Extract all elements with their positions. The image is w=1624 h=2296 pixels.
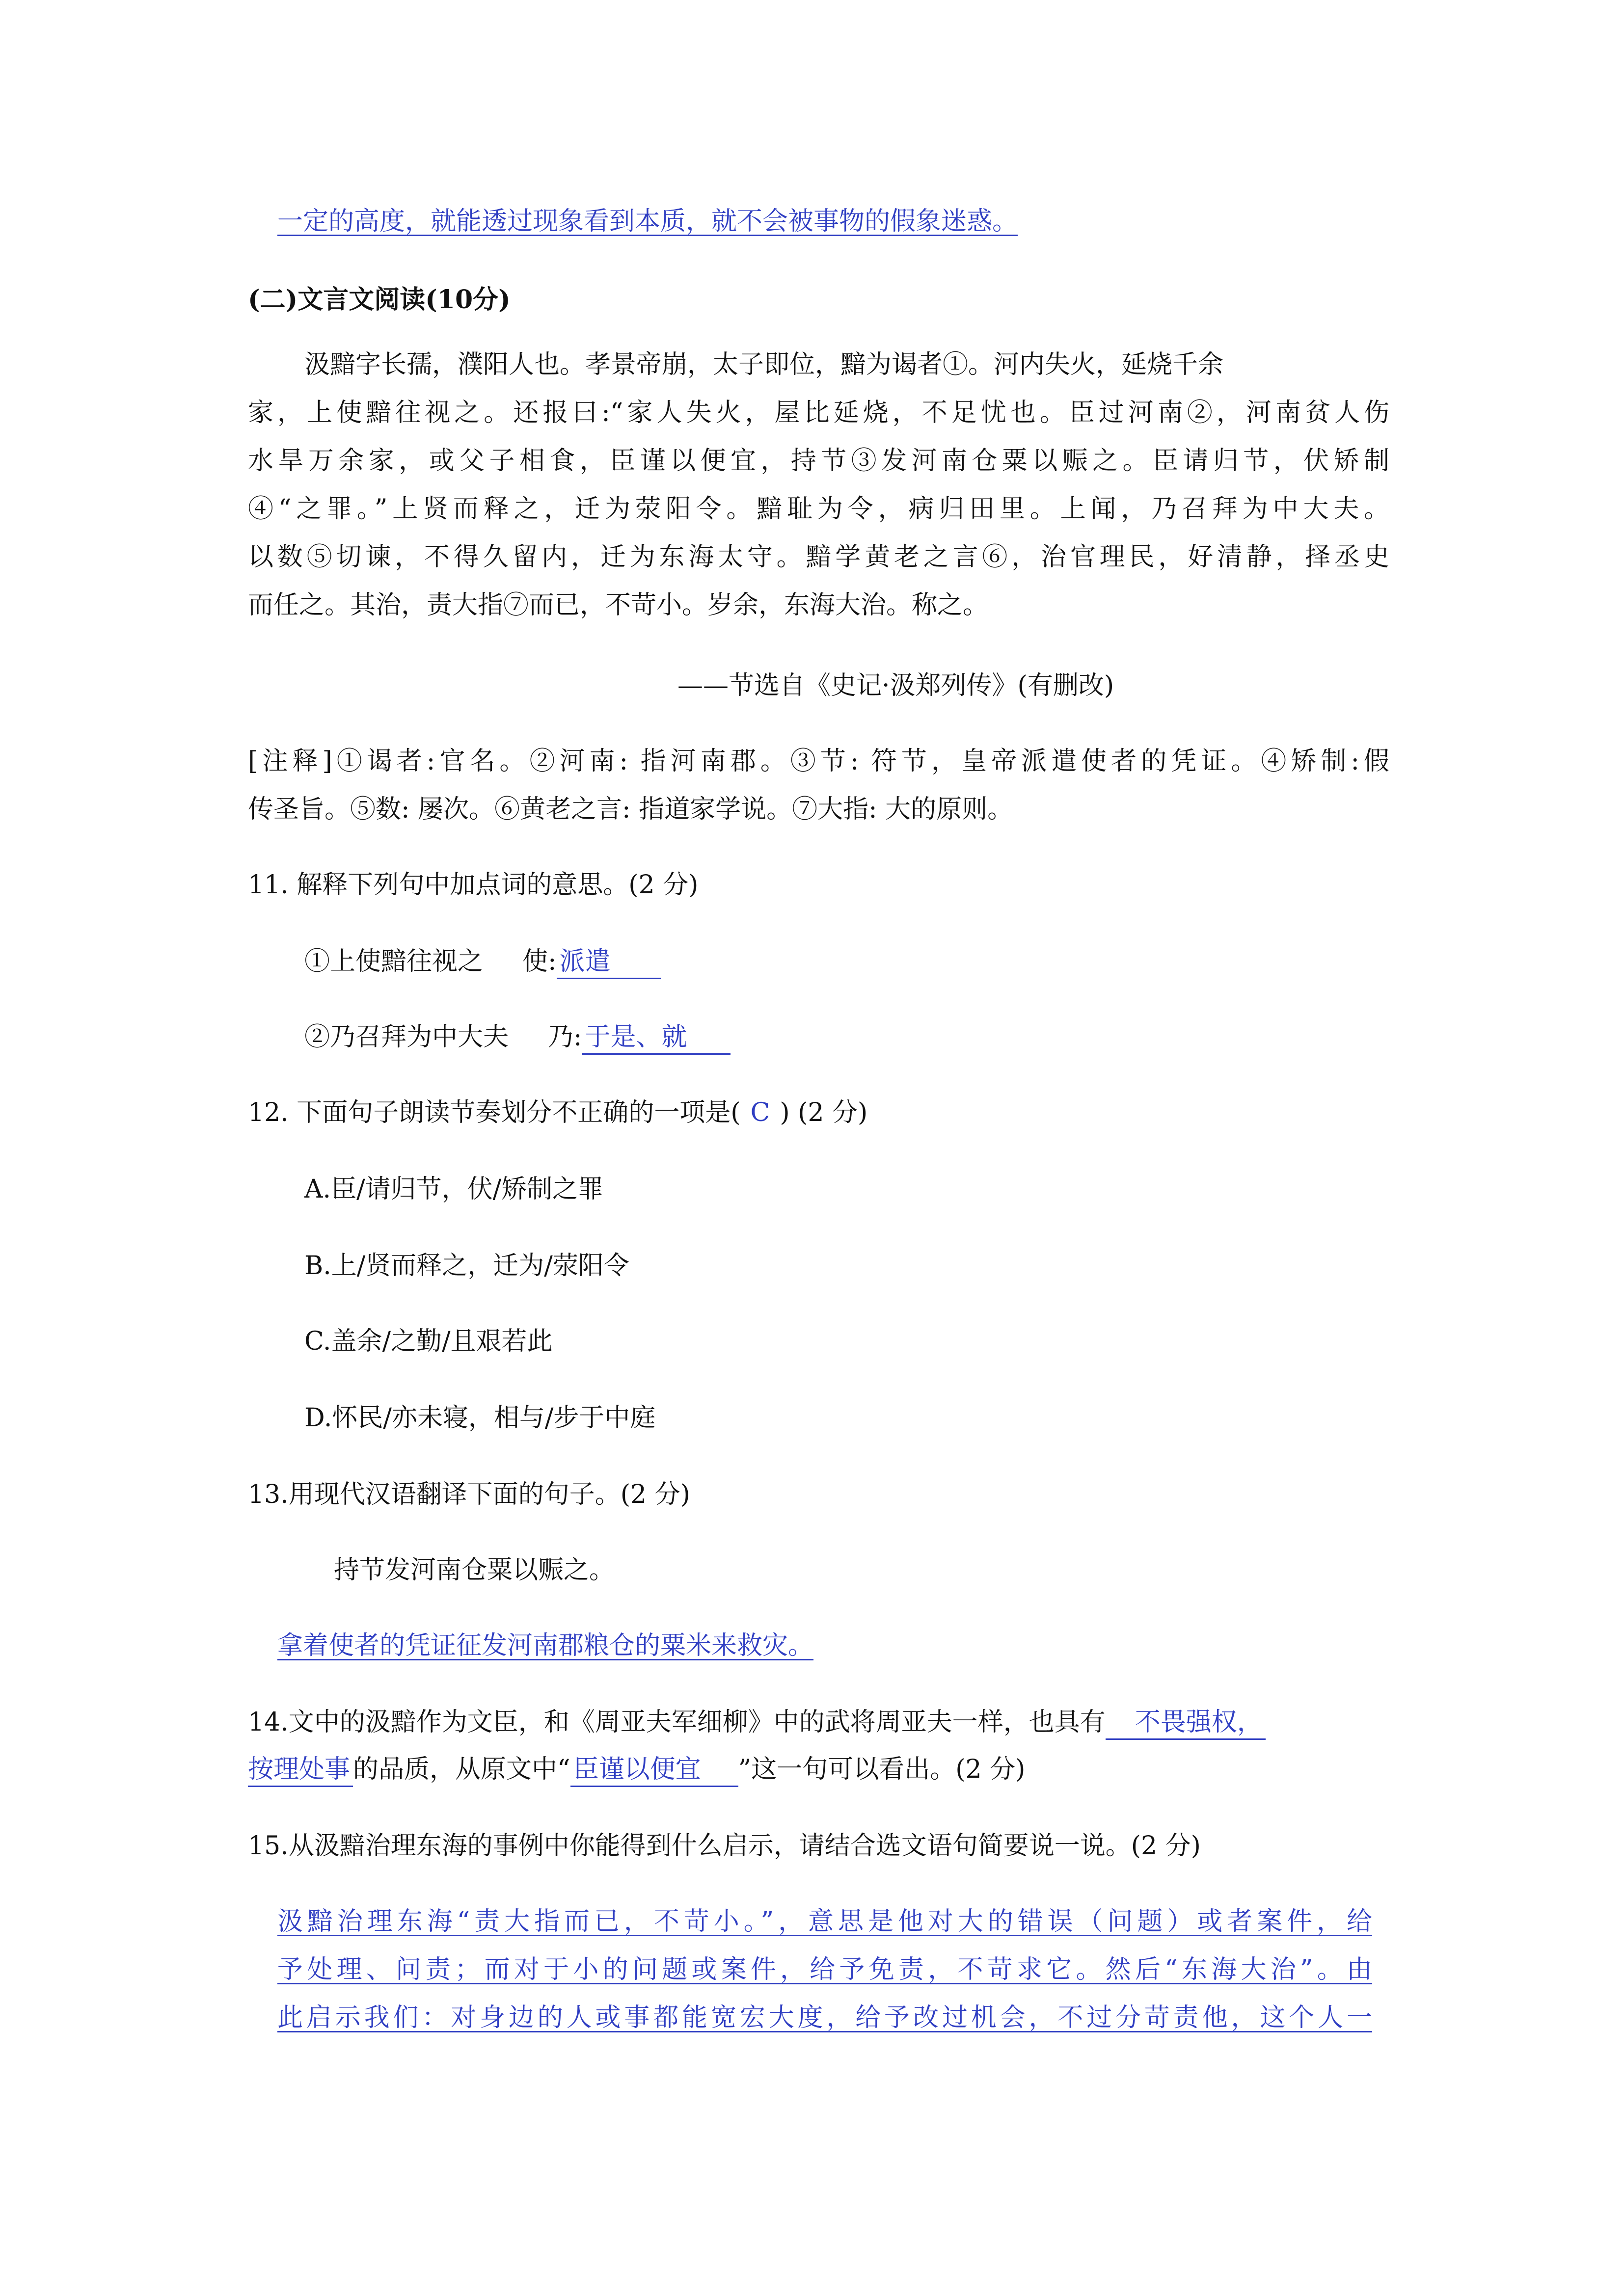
section-title: (二)文言文阅读(10分) <box>248 285 511 315</box>
q15-stem: 15.从汲黯治理东海的事例中你能得到什么启示，请结合选文语句简要说一说。(2 分) <box>248 1831 1201 1861</box>
passage-line: 水旱万余家，或父子相食，臣谨以便宜，持节③发河南仓粟以赈之。臣请归节，伏矫制 <box>248 446 1389 476</box>
q14-text-middle: 的品质，从原文中“ <box>353 1755 570 1784</box>
q15-answer-line: 汲黯治理东海“责大指而已，不苛小。”，意思是他对大的错误（问题）或者案件，给 <box>277 1907 1372 1936</box>
q13-stem: 13.用现代汉语翻译下面的句子。(2 分) <box>248 1480 690 1509</box>
q14-text-after: ”这一句可以看出。(2 分) <box>738 1755 1026 1784</box>
passage-line: 以数⑤切谏，不得久留内，迁为东海太守。黯学黄老之言⑥，治官理民，好清静，择丞史 <box>248 542 1389 572</box>
q12-stem-text: 12. 下面句子朗读节奏划分不正确的一项是( <box>248 1098 741 1127</box>
q14-answer-1-cont: 按理处事 <box>248 1756 353 1787</box>
q15-answer-line: 予处理、问责；而对于小的问题或案件，给予免责，不苛求它。然后“东海大治”。由 <box>277 1955 1372 1984</box>
passage-source: ——节选自《史记·汲郑列传》(有删改) <box>677 671 1114 700</box>
q11-item-2 <box>304 1022 731 1055</box>
q13-answer: 拿着使者的凭证征发河南郡粮仓的粟米来救灾。 <box>277 1631 814 1660</box>
q11-stem: 11. 解释下列句中加点词的意思。(2 分) <box>248 870 699 900</box>
q12-stem <box>248 1097 867 1128</box>
q15-answer-line: 此启示我们：对身边的人或事都能宽宏大度，给予改过机会，不过分苛责他，这个人一 <box>277 2003 1372 2032</box>
q11-item-1-answer: 派遣 <box>557 948 661 979</box>
q12-stem-points: ) (2 分) <box>780 1098 868 1127</box>
q11-item-1-word: 使: <box>522 947 557 976</box>
q11-item-2-text: ②乃召拜为中大夫 <box>304 1022 509 1052</box>
q11-item-1-text: ①上使黯往视之 <box>304 947 484 976</box>
q14-line-2 <box>248 1754 1025 1787</box>
q14-text: 14.文中的汲黯作为文臣，和《周亚夫军细柳》中的武将周亚夫一样，也具有 <box>248 1708 1106 1737</box>
notes-line: [注释]①谒者:官名。②河南: 指河南郡。③节: 符节，皇帝派遣使者的凭证。④矫制:假 <box>248 747 1389 776</box>
q12-option-d: D.怀民/亦未寝，相与/步于中庭 <box>304 1403 656 1433</box>
q11-item-2-word: 乃: <box>548 1022 582 1052</box>
passage-line: 而任之。其治，责大指⑦而已，不苛小。岁余，东海大治。称之。 <box>248 590 989 620</box>
previous-answer-tail: 一定的高度，就能透过现象看到本质，就不会被事物的假象迷惑。 <box>277 207 1018 236</box>
notes-line: 传圣旨。⑤数: 屡次。⑥黄老之言: 指道家学说。⑦大指: 大的原则。 <box>248 795 1013 824</box>
q14-answer-2: 臣谨以便宜 <box>570 1756 738 1787</box>
q14-answer-1: 不畏强权， <box>1106 1709 1266 1740</box>
q13-sentence: 持节发河南仓粟以赈之。 <box>334 1555 615 1585</box>
passage-line: ④“之罪。”上贤而释之，迁为荥阳令。黯耻为令，病归田里。上闻，乃召拜为中大夫。 <box>248 494 1389 524</box>
q12-option-a: A.臣/请归节，伏/矫制之罪 <box>304 1175 604 1204</box>
q12-option-b: B.上/贤而释之，迁为/荥阳令 <box>304 1251 629 1281</box>
q14-line-1 <box>248 1707 1266 1740</box>
passage-line: 汲黯字长孺，濮阳人也。孝景帝崩，太子即位，黯为谒者①。河内失火，延烧千余 <box>304 350 1224 379</box>
q11-item-2-answer: 于是、就 <box>582 1023 731 1055</box>
q12-option-c: C.盖余/之勤/且艰若此 <box>304 1327 553 1356</box>
q12-answer: C <box>750 1098 770 1127</box>
q11-item-1 <box>304 946 661 979</box>
passage-line: 家，上使黯往视之。还报曰:“家人失火，屋比延烧，不足忧也。臣过河南②，河南贫人伤 <box>248 398 1389 427</box>
